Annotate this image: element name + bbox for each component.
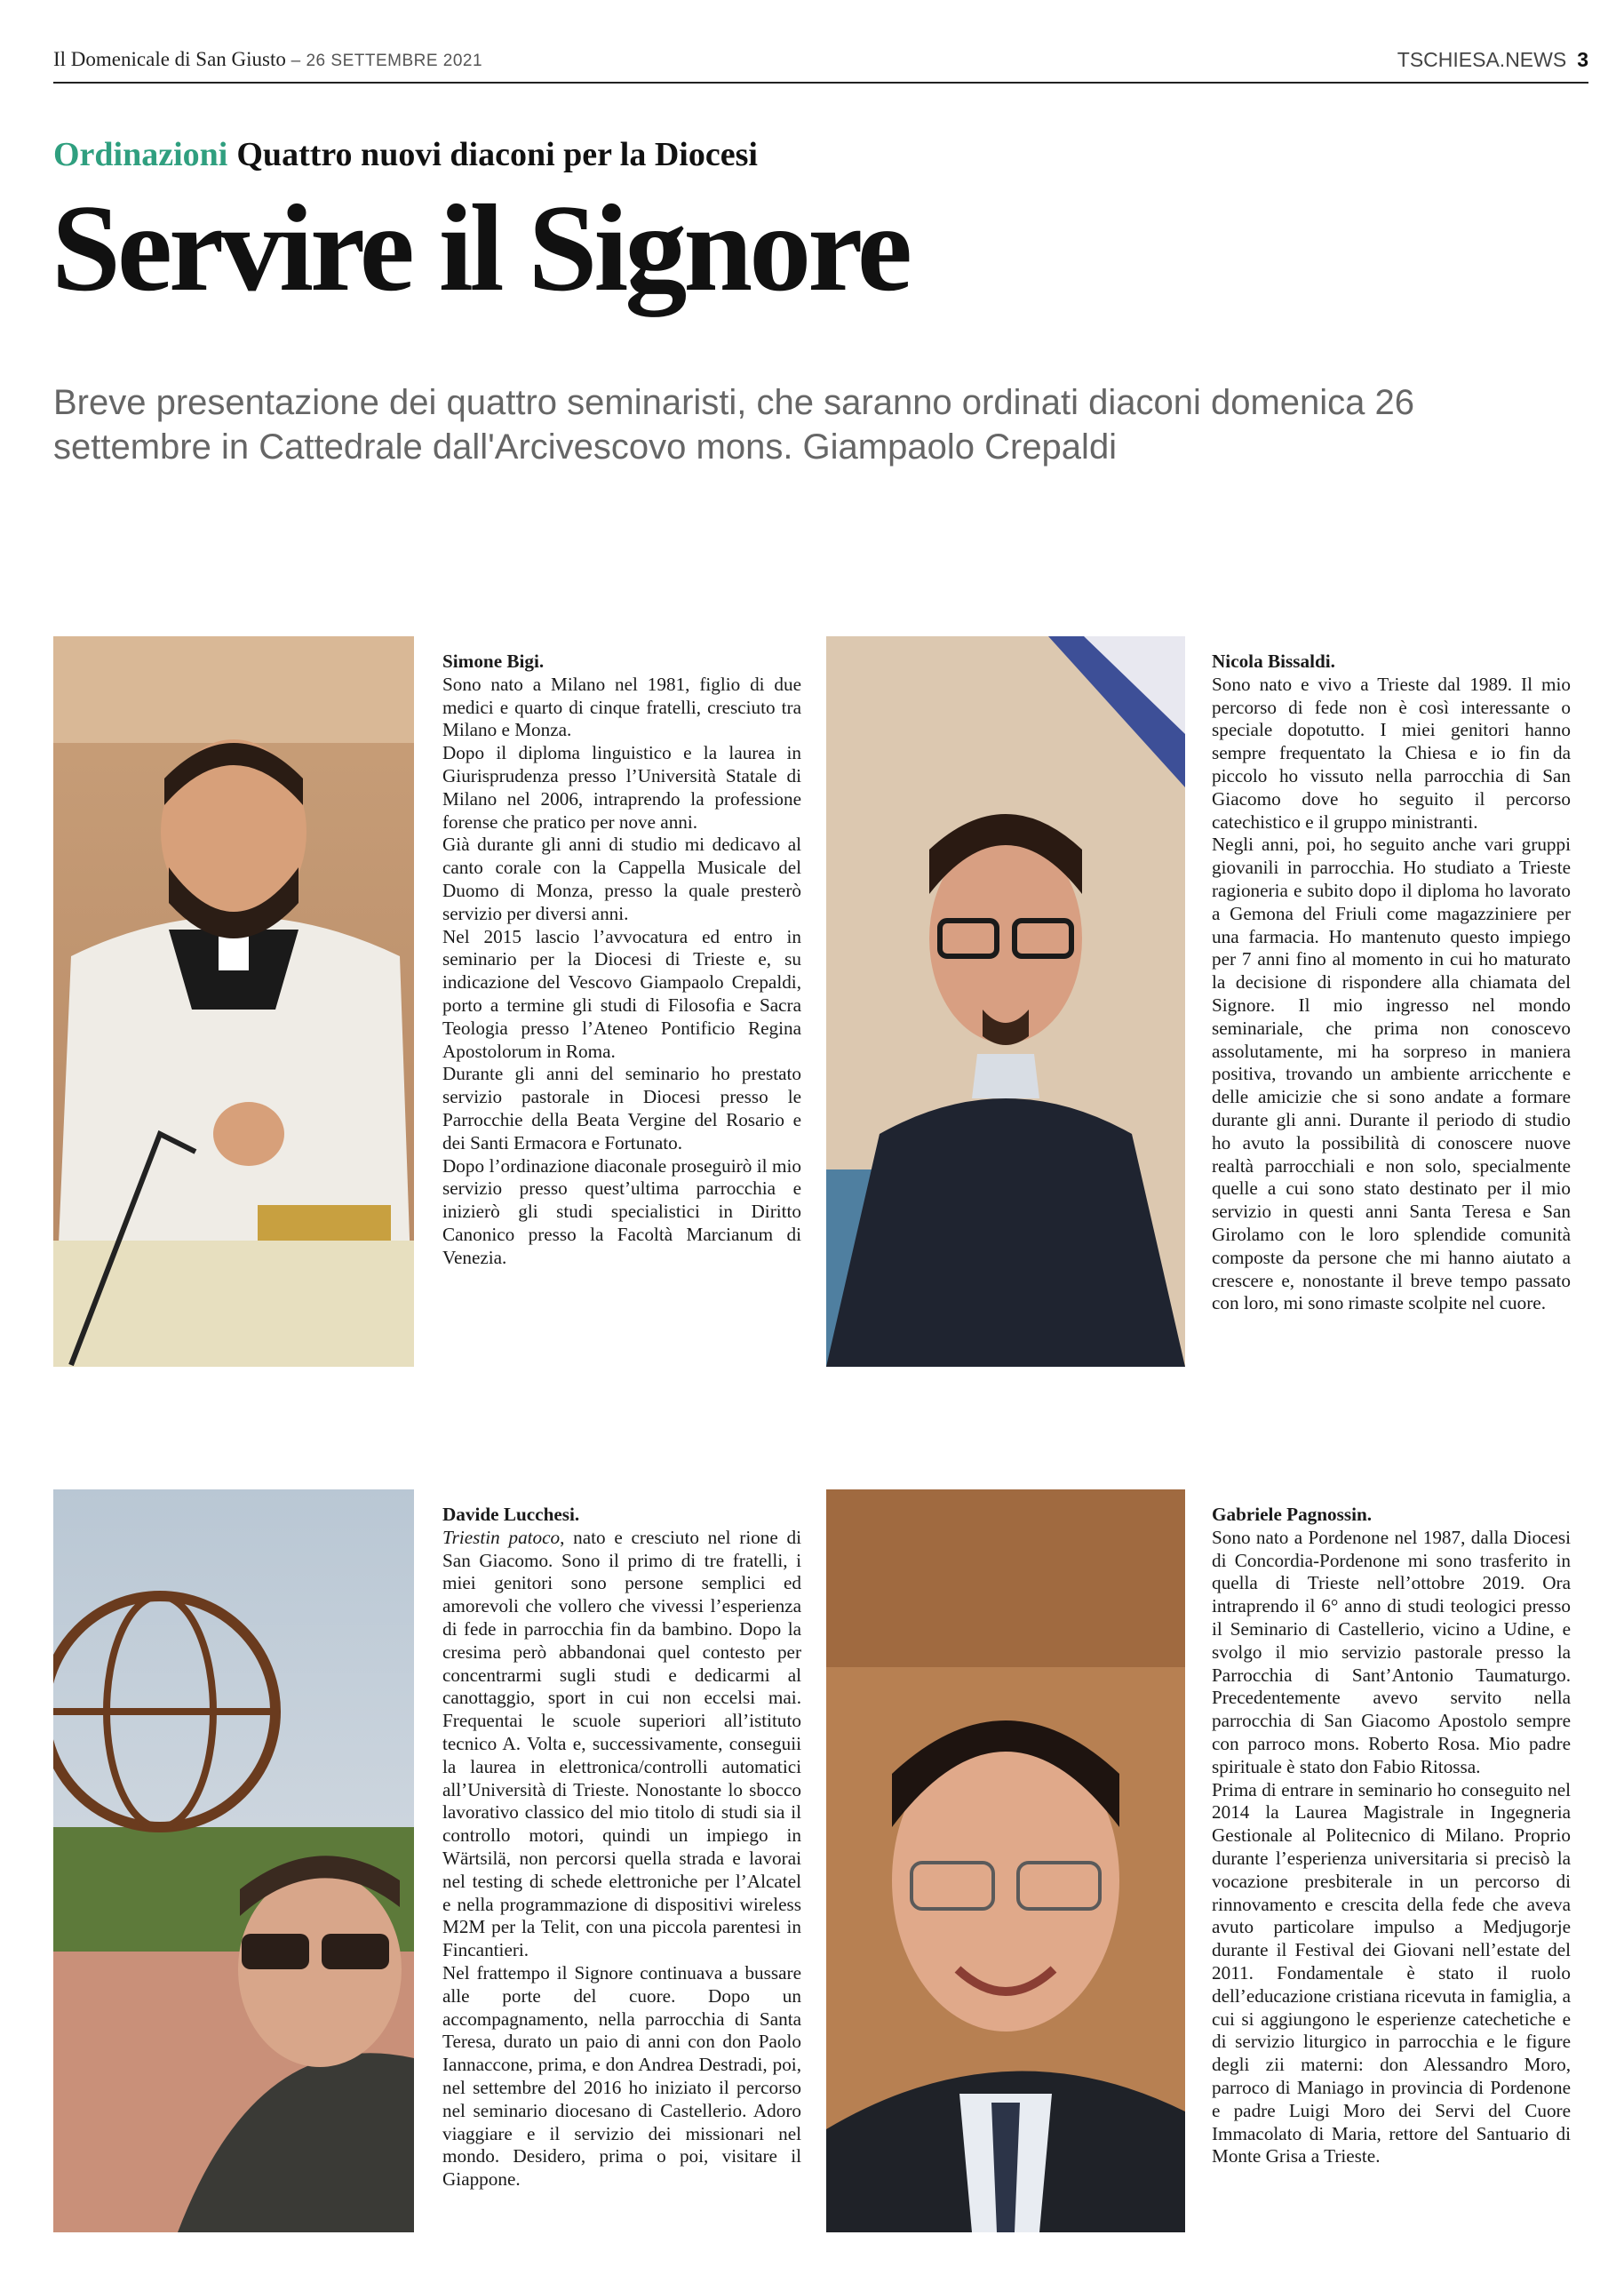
photo-nicola-bissaldi (826, 636, 1185, 1367)
bio-gabriele-pagnossin (1212, 1504, 1571, 2168)
bio-italic-lead: Triestin patoco (442, 1526, 561, 1548)
bio-nicola-bissaldi (1212, 651, 1571, 1315)
publication-info (53, 48, 482, 71)
photo-simone-bigi (53, 636, 414, 1367)
bio-paragraph: Sono nato e vivo a Trieste dal 1989. Il mio percorso di fede non è così interessante o speciale dopotutto. I miei genitori hanno sempre frequentato la Chiesa e io fin da piccolo ho vissuto nella parrocchia di San Giacomo dove ho seguito il percorso catechistico e il gruppo ministranti. (1212, 673, 1571, 833)
date-separator: – (291, 52, 301, 70)
publication-name: Il Domenicale di San Giusto (53, 48, 286, 70)
bio-name: Gabriele Pagnossin. (1212, 1504, 1373, 1525)
bio-paragraph-text: , nato e cresciuto nel rione di San Giacomo. Sono il primo di tre fratelli, i miei genitori sono persone semplici ed amorevoli che vollero che vivessi l’esperienza di fede in parrocchia fin da bambino. Dopo la cresima però abbandonai quel contesto per concentrarmi sugli studi e dedicarmi al canottaggio, sport in cui non eccelsi mai. Frequentai le scuole superiori all’istituto tecnico A. Volta e, successivamente, conseguii la laurea in elettronica/controlli automatici all’Università di Trieste. Nonostante lo sbocco lavorativo classico del mio titolo di studi sia il controllo motori, quindi un impiego in Wärtsilä, non percorsi quella strada e lavorai nel testing di schede elettroniche per l’Alcatel e nella programmazione di dispositivi wireless M2M per la Telit, con una piccola parentesi in Fincantieri. (442, 1526, 801, 1961)
page-number: 3 (1577, 48, 1588, 71)
bio-paragraph: Prima di entrare in seminario ho conseguito nel 2014 la Laurea Magistrale in Ingegneria Gestionale al Politecnico di Milano. Proprio durante l’esperienza universitaria si precisò la vocazione presbiterale in un percorso di rinnovamento e crescita della fede che aveva avuto particolare impulso a Medjugorje durante il Festival dei Giovani nell’estate del 2011. Fondamentale è stato il ruolo dell’educazione cristiana ricevuta in famiglia, a cui si aggiungono le esperienze catechetiche e di servizio liturgico in parrocchia e le figure degli zii materni: don Alessandro Moro, parroco di Maniago in provincia di Pordenone e padre Luigi Moro dei Servi del Cuore Immacolato di Maria, rettore del Santuario di Monte Grisa a Trieste. (1212, 1778, 1571, 2167)
bio-paragraph: Dopo l’ordinazione diaconale proseguirò il mio servizio presso quest’ultima parrocchia e inizierò gli studi specialistici in Diritto Canonico presso la Facoltà Marcianum di Venezia. (442, 1154, 801, 1268)
section-label: Ordinazioni (53, 136, 228, 173)
kicker (53, 135, 758, 174)
article-title: Servire il Signore (52, 180, 909, 317)
issue-date: 26 SETTEMBRE 2021 (306, 52, 483, 70)
bio-paragraph: Dopo il diploma linguistico e la laurea in Giurisprudenza presso l’Università Statale di Milano nel 2006, intraprendo la professione forense che pratico per nove anni. (442, 742, 801, 833)
bio-name: Davide Lucchesi. (442, 1504, 580, 1525)
bio-paragraph: Negli anni, poi, ho seguito anche vari gruppi giovanili in parrocchia. Ho studiato a Trieste ragioneria e subito dopo il diploma ho lavorato a Gemona del Friuli come magazziniere per una farmacia. Ho mantenuto questo impiego per 7 anni fino al momento in cui ho maturato la decisione di rispondere alla chiamata del Signore. Il mio ingresso nel mondo seminariale, che prima non conoscevo assolutamente, mi ha sorpreso in maniera positiva, trovando un ambiente arricchente e delle amicizie che si sono andate a formare durante gli anni. Durante il periodo di studio ho avuto la possibilità di conoscere nuove realtà parrocchiali e non solo, specialmente quelle a cui sono stato destinato per il mio servizio in questi anni Santa Teresa e San Girolamo con le loro splendide comunità composte da persone che mi hanno aiutato a crescere e, nonostante il breve tempo passato con loro, mi sono rimaste scolpite nel cuore. (1212, 834, 1571, 1314)
header-rule (53, 82, 1588, 84)
bio-davide-lucchesi (442, 1504, 801, 2191)
photo-davide-lucchesi (53, 1489, 414, 2232)
bio-paragraph: Nel frattempo il Signore continuava a bussare alle porte del cuore. Dopo un accompagnamento, nella parrocchia di Santa Teresa, durato un paio di anni con don Paolo Iannaccone, prima, e don Andrea Destradi, poi, nel settembre del 2016 ho iniziato il percorso nel seminario diocesano di Castellerio. Adoro viaggiare e il servizio dei missionari nel mondo. Desidero, prima o poi, visitare il Giappone. (442, 1961, 801, 2191)
bio-name: Simone Bigi. (442, 651, 545, 672)
bio-paragraph: Nel 2015 lascio l’avvocatura ed entro in seminario per la Diocesi di Trieste e, su indicazione del Vescovo Giampaolo Crepaldi, porto a termine gli studi di Filosofia e Sacra Teologia presso l’Ateneo Pontificio Regina Apostolorum in Roma. (442, 925, 801, 1062)
running-header (53, 48, 1588, 78)
photo-gabriele-pagnossin (826, 1489, 1185, 2232)
bio-name: Nicola Bissaldi. (1212, 651, 1335, 672)
bio-paragraph: Sono nato a Milano nel 1981, figlio di due medici e quarto di cinque fratelli, cresciuto tra Milano e Monza. (442, 673, 801, 741)
bio-simone-bigi (442, 651, 801, 1270)
standfirst: Breve presentazione dei quattro seminaristi, che saranno ordinati diaconi domenica 26 settembre in Cattedrale dall'Arcivescovo mons. Giampaolo Crepaldi (53, 383, 1415, 467)
bio-paragraph: Già durante gli anni di studio mi dedicavo al canto corale con la Cappella Musicale del Duomo di Monza, presso la quale presterò servizio per diversi anni. (442, 834, 801, 924)
page-info (1397, 48, 1588, 72)
bio-paragraph (442, 1527, 801, 1962)
bio-paragraph: Durante gli anni del seminario ho prestato servizio pastorale in Diocesi presso le Parrocchie della Beata Vergine del Rosario e dei Santi Ermacora e Fortunato. (442, 1063, 801, 1153)
website-link[interactable]: TSCHIESA.NEWS (1397, 48, 1567, 71)
topic-label: Quattro nuovi diaconi per la Diocesi (236, 136, 758, 173)
bio-paragraph: Sono nato a Pordenone nel 1987, dalla Diocesi di Concordia-Pordenone mi sono trasferito in quella di Trieste nell’ottobre 2019. Ora intraprendo il 6° anno di studi teologici presso il Seminario di Castellerio, vicino a Udine, e svolgo il mio servizio pastorale presso la Parrocchia di Sant’Antonio Taumaturgo. Precedentemente avevo servito nella parrocchia di San Giacomo Apostolo sempre con parroco mons. Roberto Rosa. Mio padre spirituale è stato don Fabio Ritossa. (1212, 1526, 1571, 1777)
